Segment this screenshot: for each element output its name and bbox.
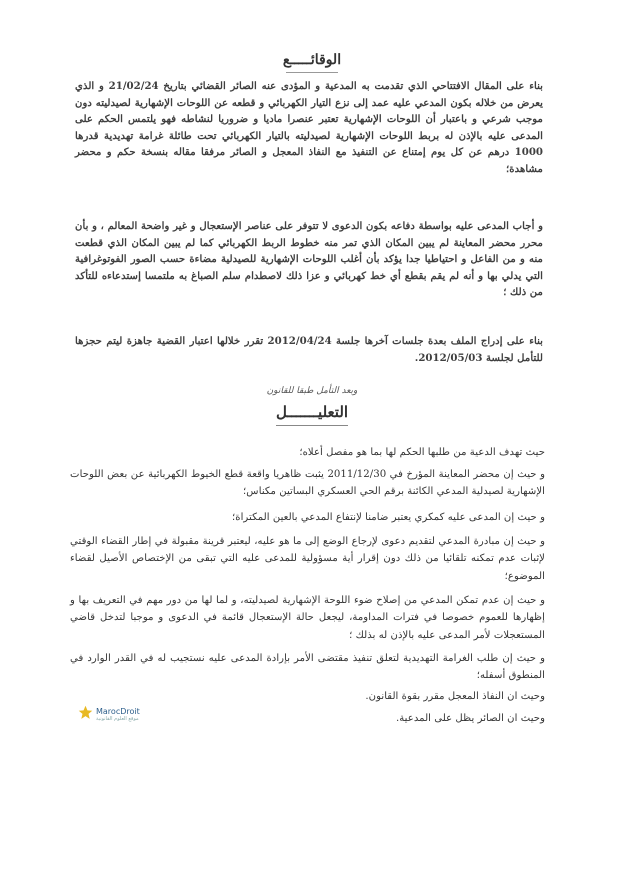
logo-name: MarocDroit <box>96 707 140 716</box>
reasoning-title-underline <box>276 425 348 426</box>
reasoning-paragraph-8: وحيث ان الصائر يظل على المدعية. <box>395 713 545 724</box>
reasoning-paragraph-1: حيث تهدف الدعية من طلبها الحكم لها بما هو مفصل أعلاه؛ <box>299 447 545 458</box>
facts-title-underline <box>286 72 338 73</box>
reasoning-paragraph-3: و حيث إن المدعى عليه كمكري يعتبر ضامنا لإنتفاع المدعي بالعين المكتراة؛ <box>232 512 545 523</box>
reasoning-paragraph-7: وحيث ان النفاذ المعجل مقرر بقوة القانون. <box>365 691 545 702</box>
reasoning-paragraph-2: و حيث إن محضر المعاينة المؤرخ في 2011/12/30 يثبت ظاهريا واقعة قطع الخيوط الكهربائية عن بعض اللوحات الإشهارية لصيدلية المدعي الكائنة برقم الحي العسكري البساتين مكناس؛ <box>70 469 545 498</box>
logo-tagline: موقع العلوم القانونية <box>96 716 139 722</box>
facts-paragraph-3: بناء على إدراج الملف بعدة جلسات آخرها جلسة 2012/04/24 تقرر خلالها اعتبار القضية جاهزة ليتم حجزها للتأمل لجلسة 2012/05/03. <box>75 335 543 364</box>
reasoning-paragraph-6: و حيث إن طلب الغرامة التهديدية لتعلق تنفيذ مقتضى الأمر بإرادة المدعى عليه نستجيب له في القدر الوارد في المنطوق أسفله؛ <box>70 653 545 682</box>
facts-paragraph-2: و أجاب المدعى عليه بواسطة دفاعه بكون الدعوى لا تتوفر على عناصر الإستعجال و غير واضحة المعالم ، و بأن محرر محضر المعاينة لم يبين المكان الذي تمر منه خطوط الربط الكهربائي كما لم يبين المكان الذي قطعت منه و من الفاعل و احتياطيا جدا يؤكد بأن أغلب اللوحات الإشهارية للصيدلية مضاءة حسب الصور الفوتوغرافية التي يدلي بها و أنه لم يقم بقطع أي خط كهربائي و عزا ذلك لاصطدام سلم الصباغ به ملتمسا إستدعاءه للتأكد من ذلك ؛ <box>75 220 543 299</box>
facts-paragraph-1: بناء على المقال الافتتاحي الذي تقدمت به المدعية و المؤدى عنه الصائر القضائي بتاريخ 21/02/24 و الذي يعرض من خلاله بكون المدعي عليه عمد إلى نزع التيار الكهربائي و قطعه عن اللوحات الإشهارية لصيدليته دون موجب شرعي و باعتبار أن اللوحات الإشهارية تعتبر عنصرا ماديا و ضروريا لنشاطه فهو يلتمس الحكم على المدعى عليه بالإذن له بربط اللوحات الإشهارية لصيدليته بالتيار الكهربائي تحت طائلة غرامة تهديدية قدرها 1000 درهم عن كل يوم إمتناع عن التنفيذ مع النفاذ المعجل و الصائر مرفقا مقاله بنسخة حكم و محضر مشاهدة؛ <box>75 80 543 175</box>
facts-title: الوقائـــــع <box>282 52 342 68</box>
reasoning-paragraph-4: و حيث إن مبادرة المدعي لتقديم دعوى لإرجاع الوضع إلى ما هو عليه، ليعتبر قرينة مقبولة في إطار القضاء الوقتي لإثبات عدم تمكنه تلقائيا من ذلك دون إقرار أية مسؤولية للمدعى عليه التي تبقى من الإختصاص الأصيل لقضاء الموضوع؛ <box>70 536 545 582</box>
deliberation-subheading: وبعد التأمل طبقا للقانون <box>266 386 358 396</box>
reasoning-title: التعليـــــــل <box>275 403 349 421</box>
star-icon <box>78 705 93 720</box>
reasoning-paragraph-5: و حيث إن عدم تمكن المدعي من إصلاح ضوء اللوحة الإشهارية لصيدليته، و لما لها من دور مهم في التعريف بها و إظهارها للعموم خصوصا في فترات المداومة، ليجعل حالة الإستعجال قائمة في الدعوى و موجبا لتدخل قاضي المستعجلات لأمر المدعى عليه بالإذن له بذلك ؛ <box>70 595 545 641</box>
